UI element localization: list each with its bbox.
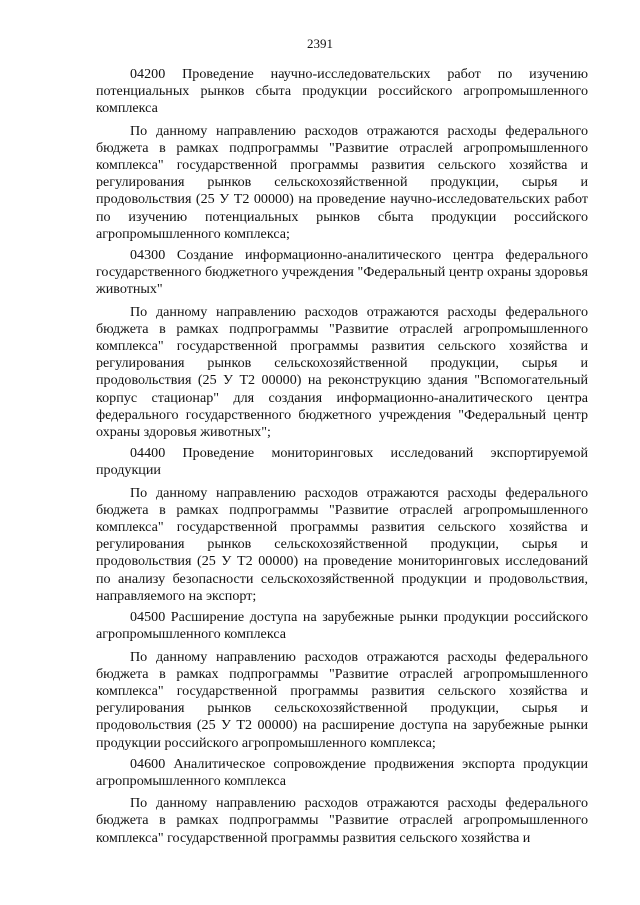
- section-heading-04600: 04600 Аналитическое сопровождение продвижения экспорта продукции агропромышленного комплекса: [96, 755, 588, 789]
- page-number: 2391: [307, 36, 333, 51]
- section-heading-04300: 04300 Создание информационно-аналитического центра федерального государственного бюджетного учреждения "Федеральный центр охраны здоровья животных": [96, 247, 588, 298]
- document-body: [96, 66, 588, 851]
- section-body-04400: По данному направлению расходов отражаются расходы федерального бюджета в рамках подпрограммы "Развитие отраслей агропромышленного комплекса" государственной программы развития сельского хозяйства и регулирования рынков сельскохозяйственной продукции, сырья и продовольствия (25 У Т2 00000) на проведение мониторинговых исследований по анализу безопасности сельскохозяйственной продукции и продовольствия, направляемого на экспорт;: [96, 484, 588, 604]
- section-heading-04200: 04200 Проведение научно-исследовательских работ по изучению потенциальных рынков сбыта продукции российского агропромышленного комплекса: [96, 66, 588, 117]
- section-body-04500: По данному направлению расходов отражаются расходы федерального бюджета в рамках подпрограммы "Развитие отраслей агропромышленного комплекса" государственной программы развития сельского хозяйства и регулирования рынков сельскохозяйственной продукции, сырья и продовольствия (25 У Т2 00000) на расширение доступа на зарубежные рынки продукции российского агропромышленного комплекса;: [96, 648, 588, 751]
- section-body-04300: По данному направлению расходов отражаются расходы федерального бюджета в рамках подпрограммы "Развитие отраслей агропромышленного комплекса" государственной программы развития сельского хозяйства и регулирования рынков сельскохозяйственной продукции, сырья и продовольствия (25 У Т2 00000) на реконструкцию здания "Вспомогательный корпус стационар" для создания информационно-аналитического центра федерального государственного бюджетного учреждения "Федеральный центр охраны здоровья животных";: [96, 303, 588, 441]
- section-body-04200: По данному направлению расходов отражаются расходы федерального бюджета в рамках подпрограммы "Развитие отраслей агропромышленного комплекса" государственной программы развития сельского хозяйства и регулирования рынков сельскохозяйственной продукции, сырья и продовольствия (25 У Т2 00000) на проведение научно-исследовательских работ по изучению потенциальных рынков сбыта продукции российского агропромышленного комплекса;: [96, 122, 588, 242]
- section-body-04600: По данному направлению расходов отражаются расходы федерального бюджета в рамках подпрограммы "Развитие отраслей агропромышленного комплекса" государственной программы развития сельского хозяйства и: [96, 795, 588, 846]
- section-heading-04500: 04500 Расширение доступа на зарубежные рынки продукции российского агропромышленного комплекса: [96, 609, 588, 643]
- section-heading-04400: 04400 Проведение мониторинговых исследований экспортируемой продукции: [96, 445, 588, 479]
